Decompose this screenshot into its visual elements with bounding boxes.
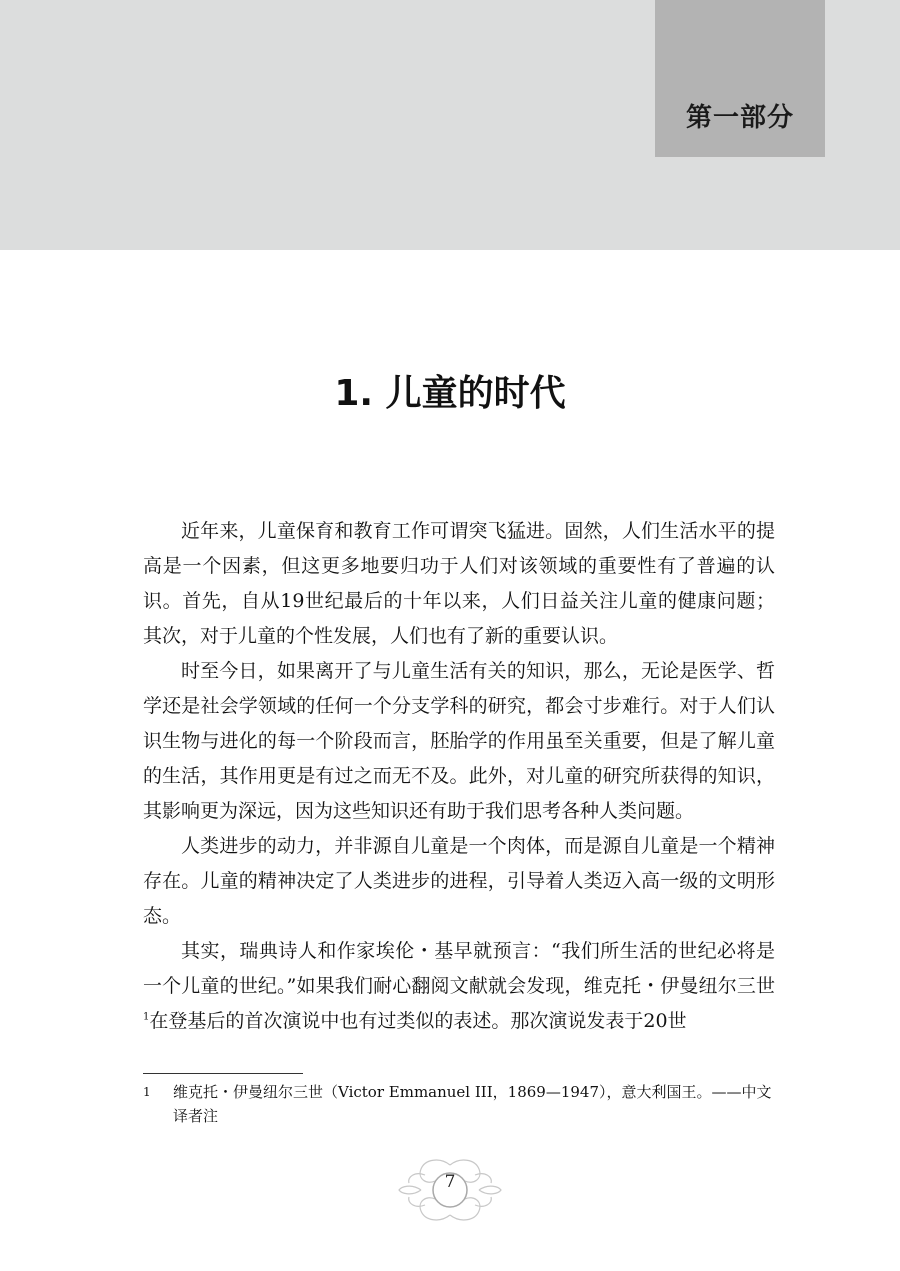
paragraph: 近年来，儿童保育和教育工作可谓突飞猛进。固然，人们生活水平的提高是一个因素，但这更多地要归功于人们对该领域的重要性有了普遍的认识。首先，自从19世纪最后的十年以来，人们日益关注儿童的健康问题；其次，对于儿童的个性发展，人们也有了新的重要认识。 xyxy=(143,520,775,647)
paragraph-text: 在登基后的首次演说中也有过类似的表述。那次演说发表于20世 xyxy=(149,1010,687,1032)
footnote xyxy=(143,1080,775,1128)
paragraph: 时至今日，如果离开了与儿童生活有关的知识，那么，无论是医学、哲学还是社会学领域的任何一个分支学科的研究，都会寸步难行。对于人们认识生物与进化的每一个阶段而言，胚胎学的作用虽至关重要，但是了解儿童的生活，其作用更是有过之而无不及。此外，对儿童的研究所获得的知识，其影响更为深远，因为这些知识还有助于我们思考各种人类问题。 xyxy=(143,660,775,822)
page-number: 7 xyxy=(444,1172,456,1192)
footnote-reference: 1 xyxy=(143,1011,150,1023)
paragraph-text: 其实，瑞典诗人和作家埃伦・基早就预言：“我们所生活的世纪必将是一个儿童的世纪。”如果我们耐心翻阅文献就会发现，维克托・伊曼纽尔三世 xyxy=(143,940,775,997)
chapter-title: 1. 儿童的时代 xyxy=(334,373,566,414)
body-text xyxy=(143,514,775,1039)
footnote-text: 维克托・伊曼纽尔三世（Victor Emmanuel III，1869—1947），意大利国王。——中文译者注 xyxy=(173,1083,772,1125)
footnote-marker: 1 xyxy=(143,1085,151,1099)
paragraph: 人类进步的动力，并非源自儿童是一个肉体，而是源自儿童是一个精神存在。儿童的精神决定了人类进步的进程，引导着人类迈入高一级的文明形态。 xyxy=(143,835,775,927)
paragraph-with-footnote xyxy=(143,934,775,1039)
footnote-divider xyxy=(143,1073,303,1074)
part-tab xyxy=(655,0,825,157)
part-label: 第一部分 xyxy=(685,103,794,133)
